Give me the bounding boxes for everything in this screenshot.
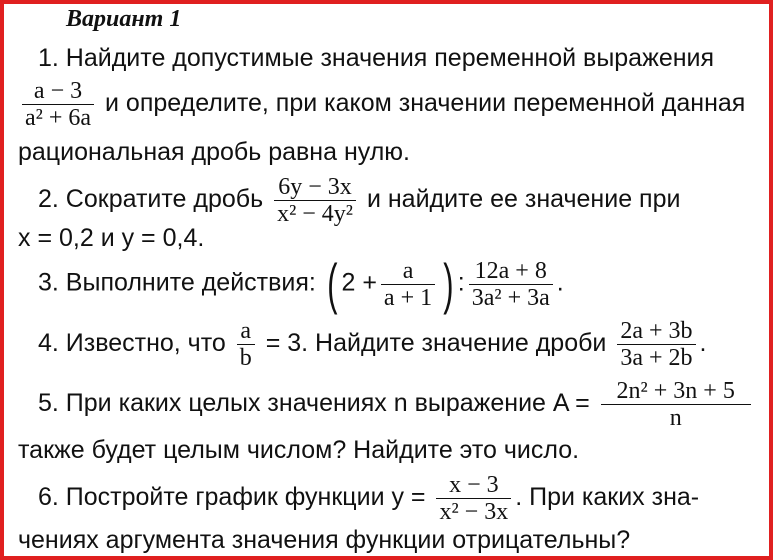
task-3-inner-fraction [381,258,435,311]
task-1-line-3: рациональная дробь равна нулю. [18,138,410,166]
variant-title: Вариант 1 [66,6,182,32]
fraction-numerator: 2a + 3b [620,318,693,344]
close-paren: ) [443,252,454,315]
task-4-text-mid: Найдите значение дроби [315,329,607,358]
fraction-numerator: a [402,257,414,284]
fraction-denominator: x² − 4y² [274,200,356,227]
task-5-line-2: также будет целым числом? Найдите это число. [18,436,580,464]
task-2-text-before: 2. Сократите дробь [38,185,264,214]
task-4-end: . [699,329,707,358]
task-5-fraction [601,378,751,431]
task-5-line-1 [38,378,755,431]
task-3-end: . [556,268,564,297]
task-3-two-plus: 2 + [341,268,377,297]
fraction-denominator: a + 1 [381,284,435,311]
division-colon: : [457,268,465,297]
task-4-fraction-ab [237,318,255,371]
task-1-fraction [22,78,94,131]
fraction-numerator: a [240,318,252,344]
fraction-denominator: n [601,404,751,431]
fraction-numerator: a − 3 [33,78,83,104]
fraction-numerator: x − 3 [449,472,499,498]
task-3-text: 3. Выполните действия: [38,268,316,297]
fraction-denominator: x² − 3x [436,498,511,525]
fraction-numerator: 6y − 3x [278,174,352,200]
open-paren: ( [327,252,338,315]
fraction-numerator: 2n² + 3n + 5 [616,378,735,404]
fraction-denominator: b [237,344,255,371]
task-4-fraction [617,318,695,371]
task-6-line-1 [38,472,699,525]
task-1-line-1: 1. Найдите допустимые значения переменной выражения [38,44,715,72]
task-3-line [38,252,564,315]
task-1-line-2 [18,78,745,131]
task-1-text: и определите, при каком значении переменной данная [105,89,746,118]
task-5-text: 5. При каких целых значениях n выражение A = [38,389,590,418]
task-4-text-before: 4. Известно, что [38,329,226,358]
task-6-text-after: . При каких зна- [515,483,700,512]
task-6-fraction [436,472,511,525]
task-2-text-after: и найдите ее значение при [366,185,681,214]
task-4-line [38,318,707,371]
task-3-fraction [469,258,553,311]
fraction-numerator: 12a + 8 [474,257,547,284]
task-2-line-2: x = 0,2 и y = 0,4. [18,224,205,252]
fraction-denominator: 3a + 2b [617,344,695,371]
fraction-denominator: 3a² + 3a [469,284,553,311]
task-6-text-before: 6. Постройте график функции y = [38,483,426,512]
task-4-equals: = 3. [265,329,309,358]
fraction-denominator: a² + 6a [22,104,94,131]
task-6-line-2: чениях аргумента значения функции отрицательны? [18,526,631,554]
task-2-fraction [274,174,356,227]
